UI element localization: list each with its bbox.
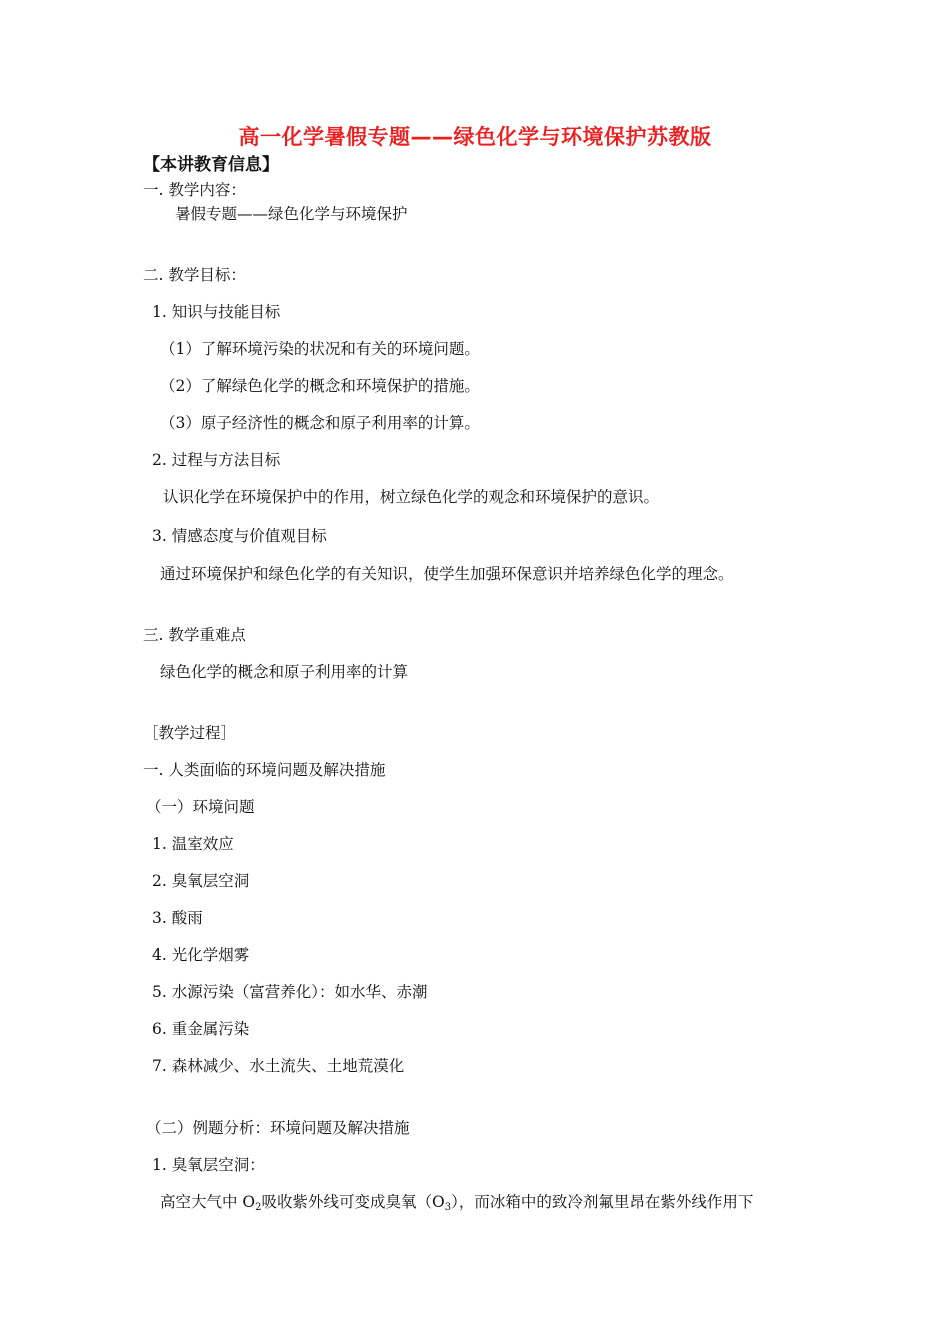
list-item: 2. 臭氧层空洞: [152, 872, 250, 890]
goal-1-item-3: （3）原子经济性的概念和原子利用率的计算。: [160, 414, 480, 432]
list-item: 1. 温室效应: [152, 835, 234, 853]
list-item: 3. 酸雨: [152, 909, 203, 927]
section-3-content: 绿色化学的概念和原子利用率的计算: [160, 663, 409, 681]
info-header: 【本讲教育信息】: [143, 155, 279, 175]
goal-1-item-1: （1）了解环境污染的状况和有关的环境问题。: [160, 340, 480, 358]
list-item: 5. 水源污染（富营养化）：如水华、赤潮: [152, 983, 428, 1001]
list-item: 4. 光化学烟雾: [152, 946, 250, 964]
list-item: 7. 森林减少、水土流失、土地荒漠化: [152, 1057, 405, 1075]
goal-2-heading: 2. 过程与方法目标: [152, 451, 281, 469]
ozone-hole-text: 高空大气中 $O_2$吸收紫外线可变成臭氧$(O_3)$，而冰箱中的致冷剂氟里昂在紫外线作用下: [160, 1193, 754, 1213]
goal-2-text: 认识化学在环境保护中的作用，树立绿色化学的观念和环境保护的意识。: [163, 488, 660, 506]
goal-3-text: 通过环境保护和绿色化学的有关知识，使学生加强环保意识并培养绿色化学的理念。: [160, 565, 734, 583]
list-item: 6. 重金属污染: [152, 1020, 250, 1038]
section-1-heading: 一. 教学内容：: [143, 181, 246, 199]
section-2-heading: 二. 教学目标：: [143, 266, 246, 284]
environment-issues-heading: （一）环境问题: [146, 798, 255, 816]
document-title: 高一化学暑假专题——绿色化学与环境保护苏教版: [238, 125, 712, 149]
section-3-heading: 三. 教学重难点: [143, 626, 246, 644]
process-part-1-heading: 一. 人类面临的环境问题及解决措施: [143, 761, 386, 779]
ozone-hole-heading: 1. 臭氧层空洞：: [152, 1156, 265, 1174]
section-1-content: 暑假专题——绿色化学与环境保护: [175, 205, 408, 223]
goal-1-heading: 1. 知识与技能目标: [152, 303, 281, 321]
process-heading: ［教学过程］: [143, 724, 237, 742]
example-analysis-heading: （二）例题分析：环境问题及解决措施: [146, 1119, 410, 1137]
goal-3-heading: 3. 情感态度与价值观目标: [152, 527, 327, 545]
goal-1-item-2: （2）了解绿色化学的概念和环境保护的措施。: [160, 377, 480, 395]
